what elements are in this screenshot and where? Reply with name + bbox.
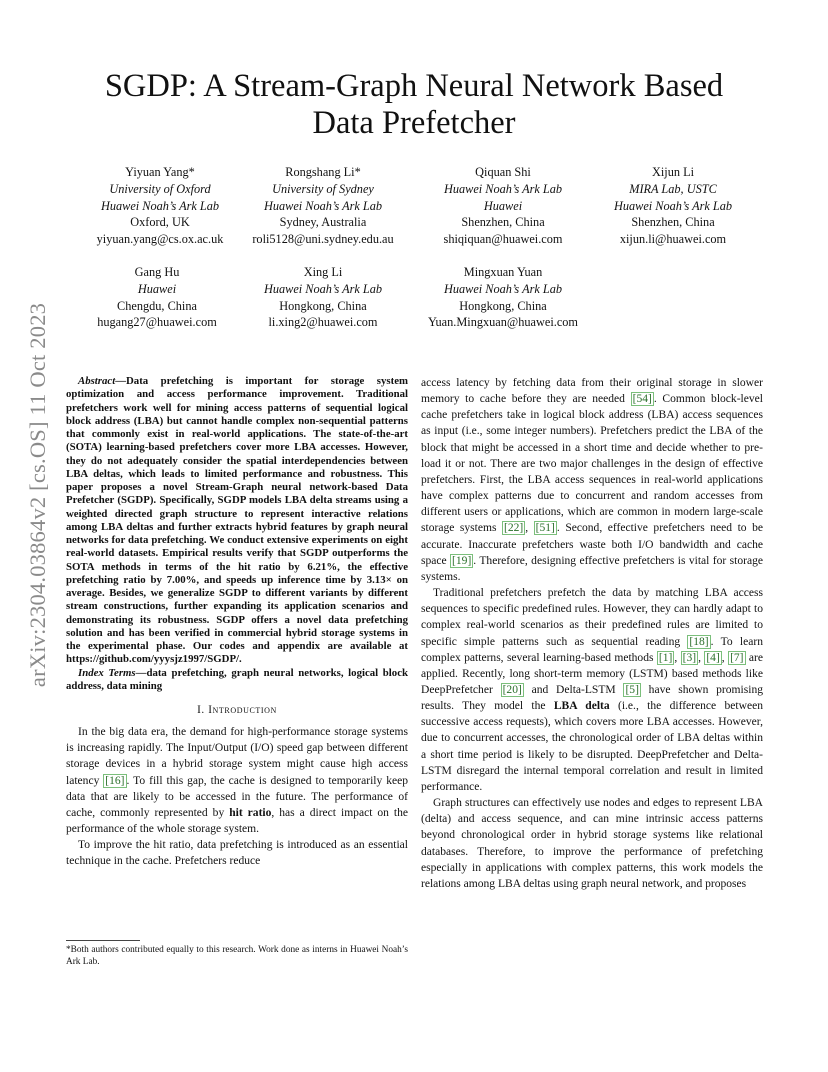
citation-link[interactable]: [4] — [706, 651, 720, 664]
intro-paragraph — [66, 724, 408, 837]
paper-title — [0, 68, 828, 142]
abstract — [66, 375, 408, 667]
arxiv-identifier: arXiv:2304.03864v2 [cs.OS] 11 Oct 2023 — [25, 302, 50, 688]
paragraph-text: . To fill this gap, the cache is designed to temporarily keep data that are likely to be accessed in the future. The performance of cache, commonly represented by — [66, 774, 408, 819]
author-block — [252, 164, 393, 248]
paragraph-text: . To learn complex patterns, several learning-based methods — [421, 635, 763, 664]
citation-link[interactable]: [1] — [658, 651, 673, 664]
paragraph-text: . Therefore, designing effective prefetchers is vital for storage systems. — [421, 554, 763, 583]
citation-link[interactable]: [5] — [625, 683, 639, 696]
author-affiliation: Huawei Noah’s Ark Lab — [263, 281, 383, 296]
citation-link[interactable]: [16] — [105, 774, 125, 787]
paragraph-text: are applied. Recently, long short-term memory (LSTM) based methods like DeepPrefetcher — [421, 651, 763, 696]
paragraph-text: In the big data era, the demand for high-performance storage systems is increasing rapidly. The Input/Output (I/O) speed gap between different storage devices in a hybrid storage system might cause high access latency — [66, 726, 408, 787]
author-affiliation: Huawei — [137, 281, 177, 296]
paragraph-text: , — [674, 651, 681, 664]
author-block — [97, 264, 217, 331]
paragraph-text: access latency by fetching data from their original storage in slower memory to cache before they are needed — [421, 377, 763, 406]
author-affiliation: University of Sydney — [272, 181, 374, 196]
author-block — [264, 264, 382, 331]
title-line-2: Data Prefetcher — [312, 105, 516, 141]
citation-link[interactable]: [19] — [452, 554, 472, 567]
citation-link[interactable]: [51] — [535, 522, 555, 535]
author-email: li.xing2@huawei.com — [268, 315, 378, 330]
paragraph-text: To improve the hit ratio, data prefetching is introduced as an essential technique in the cache. Prefetchers reduce — [66, 839, 408, 868]
paragraph-text: , — [698, 651, 705, 664]
title-line-1: SGDP: A Stream-Graph Neural Network Based — [104, 68, 724, 104]
index-terms-label: Index Terms — [78, 666, 136, 679]
arxiv-side-stamp — [23, 290, 53, 700]
index-terms-text: —data prefetching, graph neural networks, logical block address, data mining — [66, 666, 408, 692]
intro-paragraph — [66, 837, 408, 869]
author-email: roli5128@uni.sydney.edu.au — [252, 232, 394, 247]
author-location: Shenzhen, China — [631, 215, 715, 230]
author-block — [444, 164, 563, 248]
author-location: Hongkong, China — [459, 298, 547, 313]
citation-link[interactable]: [54] — [632, 393, 652, 406]
author-affiliation: Huawei — [483, 198, 523, 213]
author-email: xijun.li@huawei.com — [619, 232, 727, 247]
author-block — [97, 164, 224, 248]
citation-link[interactable]: [20] — [502, 683, 522, 696]
author-name: Xing Li — [303, 265, 343, 279]
paragraph-text: , has a direct impact on the performance of the whole storage system. — [66, 806, 409, 836]
author-name: Yiyuan Yang* — [125, 165, 195, 179]
section-heading-introduction: I. Introduction — [197, 704, 277, 716]
author-name: Xijun Li — [651, 165, 694, 179]
body-paragraph — [421, 585, 763, 795]
index-terms — [66, 667, 408, 694]
paragraph-text: and Delta-LSTM — [523, 683, 624, 696]
author-affiliation: MIRA Lab, USTC — [629, 181, 717, 196]
abstract-text: —Data prefetching is important for storage system optimization and access performance improvement. Traditional prefetchers work well for mining access patterns of sequential logical block address (LBA) but cannot handle complex non-sequential patterns that commonly exist in real-world applications. The state-of-the-art (SOTA) learning-based prefetchers cover more LBA accesses. However, they do not adequately consider the spatial interdependencies between LBA deltas, which leads to limited performance and robustness. This paper proposes a novel Stream-Graph neural network-based Data Prefetcher (SGDP). Specifically, SGDP models LBA delta streams using a weighted directed graph structure to represent interactive relations among LBA deltas and further extracts hybrid features by graph neural networks for data prefetching. We conduct extensive experiments on eight real-world datasets. Empirical results verify that SGDP outperforms the SOTA methods in terms of the hit ratio by 6.21%, the effective prefetching ratio by 7.00%, and speeds up inference time by 3.13× on average. Besides, we generalize SGDP to different variants by different stream constructions, further expanding its application scenarios and demonstrating its robustness. SGDP offers a novel data prefetching solution and has been verified in commercial hybrid storage systems in the experimental phase. Our codes and appendix are available at https://github.com/yyysjz1997/SGDP/. — [66, 375, 408, 666]
author-name: Qiquan Shi — [475, 165, 531, 179]
author-affiliation: Huawei Noah’s Ark Lab — [613, 198, 733, 213]
citation-link[interactable]: [3] — [682, 651, 697, 664]
author-affiliation: Huawei Noah’s Ark Lab — [100, 198, 220, 213]
author-affiliation: Huawei Noah’s Ark Lab — [263, 198, 383, 213]
author-name: Gang Hu — [134, 265, 180, 279]
author-email: shiqiquan@huawei.com — [443, 232, 563, 247]
paragraph-text: , — [721, 651, 729, 664]
author-email: Yuan.Mingxuan@huawei.com — [428, 315, 578, 330]
author-affiliation: Huawei Noah’s Ark Lab — [443, 181, 563, 196]
author-location: Sydney, Australia — [279, 215, 367, 230]
author-name: Rongshang Li* — [285, 165, 361, 179]
author-location: Hongkong, China — [279, 298, 367, 313]
abstract-label: Abstract — [78, 375, 116, 387]
citation-link[interactable]: [18] — [689, 635, 709, 648]
right-column — [421, 375, 763, 892]
author-email: hugang27@huawei.com — [97, 315, 217, 330]
author-block — [428, 264, 578, 331]
paragraph-text: . Second, effective prefetchers need to be accurate. Inaccurate prefetchers waste both I/O bandwidth and cache space — [421, 522, 763, 567]
author-affiliation: Huawei Noah’s Ark Lab — [443, 281, 563, 296]
citation-link[interactable]: [22] — [503, 522, 524, 535]
author-location: Oxford, UK — [130, 215, 190, 230]
citation-link[interactable]: [7] — [730, 651, 744, 664]
footnote: *Both authors contributed equally to this research. Work done as interns in Huawei Noah’s Ark Lab. — [66, 945, 408, 967]
author-location: Chengdu, China — [117, 298, 197, 313]
author-location: Shenzhen, China — [461, 215, 545, 230]
paragraph-text: (i.e., the difference between successive access requests), which covers more LBA accesses. However, due to concurrent accesses, the chronological order of LBA deltas within a short time period is likely to be disrupted. DeepPrefetcher and Delta-LSTM disregard the internal temporal correlation and result in limited performance. — [421, 700, 763, 793]
author-affiliation: University of Oxford — [109, 181, 211, 196]
author-name: Mingxuan Yuan — [463, 265, 543, 279]
author-email: yiyuan.yang@cs.ox.ac.uk — [96, 232, 224, 247]
paragraph-text: , — [525, 522, 534, 535]
footnote-rule — [66, 940, 140, 941]
paragraph-text: Traditional prefetchers prefetch the data by matching LBA access sequences to specific predefined rules. However, they can hardly adapt to complex real-world scenarios as their predefined rules are limited to specific simple patterns such as sequential reading — [421, 587, 763, 648]
body-paragraph: Graph structures can effectively use nodes and edges to represent LBA (delta) and access sequence, and can mine intrinsic access patterns beyond chronological order in hybrid storage systems like relational databases. Therefore, to improve the performance of prefetching especially in applications with complex patterns, this work models the relations among LBA deltas using graph neural network, and proposes — [421, 797, 763, 890]
paragraph-text: have shown promising results. They model the — [421, 683, 763, 713]
bold-term: LBA delta — [553, 700, 610, 713]
left-column — [66, 375, 408, 870]
body-paragraph — [421, 375, 763, 585]
paragraph-text: . Common block-level cache prefetchers take in logical block address (LBA) access sequences as input (i.e., some integer numbers). Prefetchers predict the LBA of the block that might be accessed in a short time and decide whether to pre-load it or not. There are two major challenges in the design of effective prefetchers. First, the LBA access sequences in real-world applications have complex patterns due to concurrent and random accesses from different users or applications, which are common in modern large-scale storage systems — [421, 393, 763, 535]
author-block — [614, 164, 732, 248]
bold-term: hit ratio — [229, 806, 272, 819]
